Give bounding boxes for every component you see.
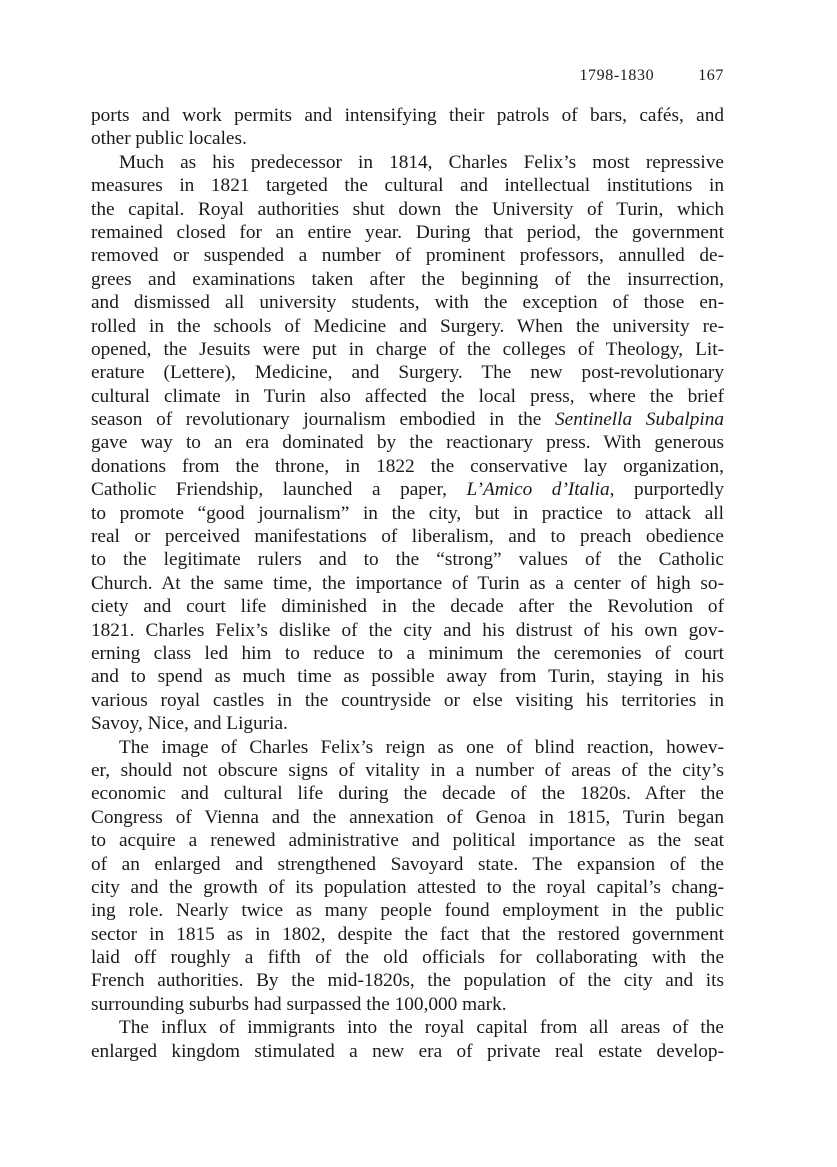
text-line [91,969,724,992]
text-line [91,408,724,431]
text-run: gave way to an era dominated by the reactionary press. With generous [91,432,724,454]
text-run: Savoy, Nice, and Liguria. [91,713,288,735]
text-run: to promote “good journalism” in the city, but in practice to attack all [91,502,724,524]
text-line [91,665,724,688]
text-run: removed or suspended a number of prominent professors, annulled de- [91,245,724,267]
text-run: laid off roughly a fifth of the old officials for collaborating with the [91,947,724,969]
text-line [91,829,724,852]
running-head-title: 1798-1830 [579,67,655,84]
text-run: surrounding suburbs had surpassed the 100,000 mark. [91,993,507,1015]
text-line [91,642,724,665]
text-run: Catholic Friendship, launched a paper, [91,479,467,501]
text-line [91,338,724,361]
text-run: The image of Charles Felix’s reign as one of blind reaction, howev- [119,736,724,758]
text-run: erning class led him to reduce to a minimum the ceremonies of court [91,642,724,664]
text-line [91,806,724,829]
text-run: rolled in the schools of Medicine and Surgery. When the university re- [91,315,724,337]
text-run: cultural climate in Turin also affected the local press, where the brief [91,385,724,407]
text-run: The influx of immigrants into the royal capital from all areas of the [119,1017,724,1039]
text-line [91,104,724,127]
paragraph [91,104,724,151]
italic-title: Sentinella Subalpina [555,409,724,431]
text-line [91,712,724,735]
text-run: ciety and court life diminished in the decade after the Revolution of [91,596,724,618]
text-line [91,736,724,759]
text-line [91,993,724,1016]
text-run: and to spend as much time as possible away from Turin, staying in his [91,666,724,688]
text-line [91,361,724,384]
text-line [91,572,724,595]
text-line [91,689,724,712]
text-line [91,385,724,408]
text-line [91,1040,724,1063]
page-number: 167 [698,67,724,84]
text-line [91,198,724,221]
text-line [91,478,724,501]
text-run: other public locales. [91,128,247,150]
text-run: , purportedly [609,479,725,501]
text-line [91,899,724,922]
text-run: Congress of Vienna and the annexation of Genoa in 1815, Turin began [91,806,724,828]
text-run: real or perceived manifestations of liberalism, and to preach obedience [91,526,724,548]
text-line [91,127,724,150]
text-run: ports and work permits and intensifying their patrols of bars, cafés, and [91,105,724,126]
text-line [91,151,724,174]
text-run: remained closed for an entire year. During that period, the government [91,221,724,243]
text-run: donations from the throne, in 1822 the conservative lay organization, [91,455,724,477]
text-line [91,923,724,946]
text-run: French authorities. By the mid-1820s, the population of the city and its [91,970,724,992]
text-line [91,431,724,454]
text-run: economic and cultural life during the decade of the 1820s. After the [91,783,724,805]
text-line [91,595,724,618]
text-run: city and the growth of its population attested to the royal capital’s chang- [91,876,724,898]
text-line [91,876,724,899]
text-line [91,548,724,571]
text-line [91,174,724,197]
text-line [91,221,724,244]
text-run: erature (Lettere), Medicine, and Surgery. The new post-revolutionary [91,362,724,384]
text-line [91,946,724,969]
text-line [91,525,724,548]
text-line [91,502,724,525]
text-run: and dismissed all university students, with the exception of those en- [91,292,724,314]
text-line [91,782,724,805]
running-head [0,66,724,86]
text-line [91,759,724,782]
text-run: 1821. Charles Felix’s dislike of the city and his distrust of his own gov- [91,619,724,641]
body-text [91,104,724,1063]
text-run: of an enlarged and strengthened Savoyard state. The expansion of the [91,853,724,875]
text-line [91,619,724,642]
text-run: grees and examinations taken after the beginning of the insurrection, [91,268,724,290]
text-run: to acquire a renewed administrative and political importance as the seat [91,830,724,852]
text-line [91,853,724,876]
text-run: sector in 1815 as in 1802, despite the fact that the restored government [91,923,724,945]
text-run: measures in 1821 targeted the cultural and intellectual institutions in [91,175,724,197]
text-run: Church. At the same time, the importance of Turin as a center of high so- [91,572,724,594]
paragraph [91,1016,724,1063]
text-line [91,315,724,338]
text-run: er, should not obscure signs of vitality in a number of areas of the city’s [91,759,724,781]
text-run: Much as his predecessor in 1814, Charles Felix’s most repressive [119,151,724,173]
text-run: enlarged kingdom stimulated a new era of private real estate develop- [91,1040,724,1062]
italic-title: L’Amico d’Italia [466,479,610,501]
paragraph [91,151,724,736]
text-run: ing role. Nearly twice as many people found employment in the public [91,900,724,922]
paragraph [91,736,724,1017]
text-line [91,291,724,314]
text-run: to the legitimate rulers and to the “strong” values of the Catholic [91,549,724,571]
text-run: various royal castles in the countryside or else visiting his territories in [91,689,724,711]
text-line [91,244,724,267]
text-run: the capital. Royal authorities shut down the University of Turin, which [91,198,724,220]
text-run: season of revolutionary journalism embodied in the [91,409,556,431]
text-line [91,455,724,478]
text-run: opened, the Jesuits were put in charge of the colleges of Theology, Lit- [91,338,724,360]
text-line [91,268,724,291]
text-line [91,1016,724,1039]
